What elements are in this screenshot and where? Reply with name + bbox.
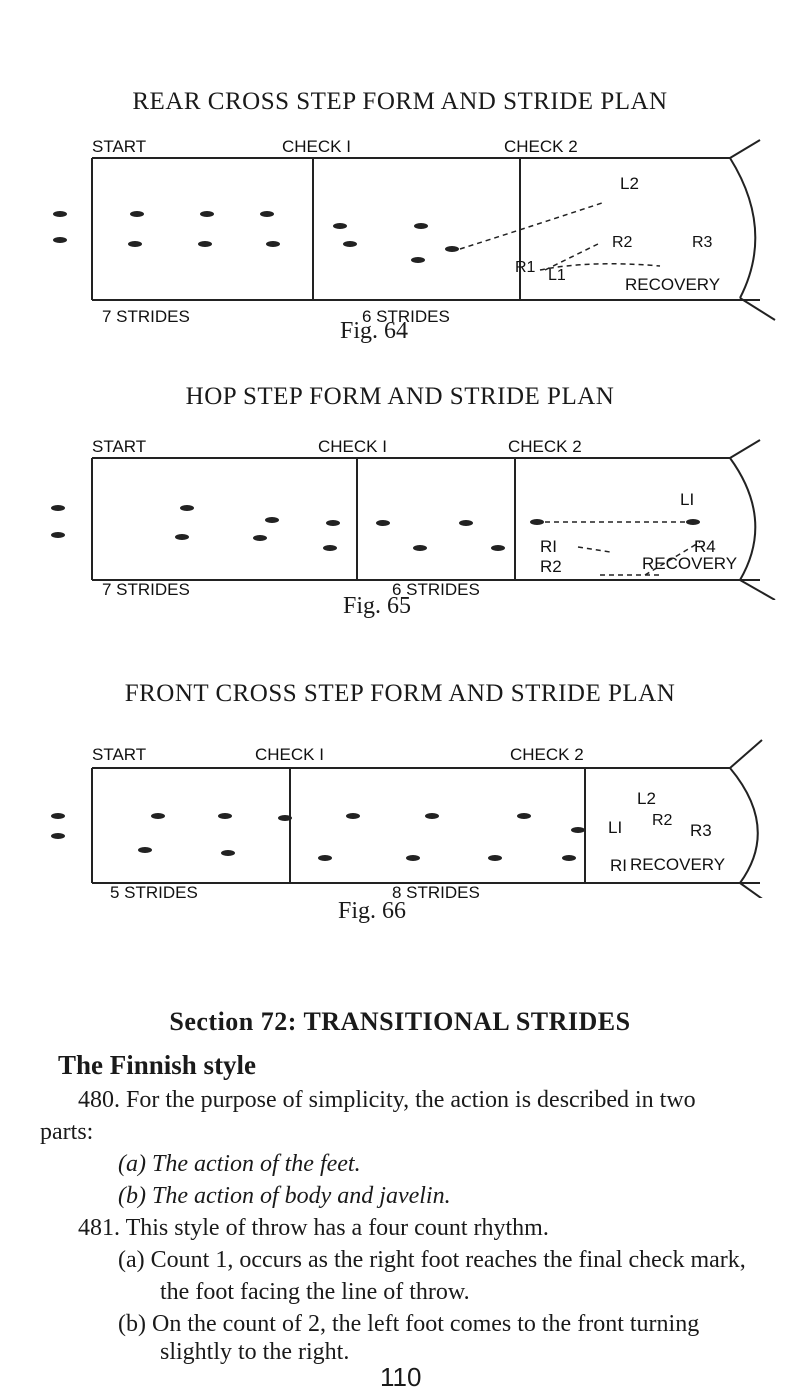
paragraph-481a: (a) Count 1, occurs as the right foot reaches the final check mark, — [118, 1247, 746, 1273]
fig66-foot-l1: LI — [608, 818, 623, 837]
fig65-foot-l1: LI — [680, 490, 695, 509]
paragraph-481b-cont: slightly to the right. — [160, 1339, 350, 1365]
paragraph-480: 480. For the purpose of simplicity, the action is described in two — [78, 1087, 696, 1113]
paragraph-480a: (a) The action of the feet. — [118, 1151, 361, 1177]
fig66-foot-l2: L2 — [637, 789, 656, 808]
fig65-foot-r4: R4 — [694, 537, 716, 556]
paragraph-480b: (b) The action of body and javelin. — [118, 1183, 451, 1209]
fig66-check1-label: CHECK I — [255, 745, 324, 764]
section-subheading: The Finnish style — [58, 1050, 257, 1080]
fig64-strides-a: 7 STRIDES — [102, 307, 190, 326]
fig65-strides-a: 7 STRIDES — [102, 580, 190, 599]
paragraph-481b: (b) On the count of 2, the left foot comes to the front turning — [118, 1311, 700, 1337]
fig64-foot-r2: R2 — [612, 234, 633, 251]
fig64-diagram — [0, 130, 800, 330]
fig66-recovery-label: RECOVERY — [630, 855, 726, 874]
fig64-heading: REAR CROSS STEP FORM AND STRIDE PLAN — [132, 88, 668, 115]
fig65-foot-r1: RI — [540, 537, 557, 556]
fig64-foot-l2: L2 — [620, 174, 639, 193]
page-number: 110 — [380, 1362, 422, 1392]
fig66-foot-r2: R2 — [652, 812, 673, 829]
fig64-check2-label: CHECK 2 — [504, 137, 578, 156]
fig64-caption: Fig. 64 — [340, 318, 409, 344]
fig65-check1-label: CHECK I — [318, 437, 387, 456]
fig66-foot-r3: R3 — [690, 821, 712, 840]
fig66-heading: FRONT CROSS STEP FORM AND STRIDE PLAN — [124, 680, 676, 707]
fig64-footprints — [53, 211, 459, 263]
fig66-diagram — [0, 728, 800, 898]
fig65-caption: Fig. 65 — [343, 593, 412, 619]
fig65-diagram — [0, 430, 800, 600]
paragraph-480-cont: parts: — [40, 1119, 94, 1145]
fig65-check2-label: CHECK 2 — [508, 437, 582, 456]
fig65-foot-r2: R2 — [540, 557, 562, 576]
fig66-caption: Fig. 66 — [338, 898, 407, 924]
fig65-heading: HOP STEP FORM AND STRIDE PLAN — [185, 383, 615, 410]
fig64-recovery-label: RECOVERY — [625, 275, 721, 294]
section-title: Section 72: TRANSITIONAL STRIDES — [169, 1007, 631, 1036]
fig64-start-label: START — [92, 137, 147, 156]
fig66-footprints — [51, 813, 585, 861]
fig65-strides-b: 6 STRIDES — [392, 580, 480, 599]
fig64-foot-l1: L1 — [548, 267, 566, 284]
fig64-foot-r1: R1 — [515, 259, 536, 276]
fig64-foot-r3: R3 — [692, 234, 713, 251]
paragraph-481: 481. This style of throw has a four count rhythm. — [78, 1215, 549, 1241]
fig64-strides-b: 6 STRIDES — [362, 307, 450, 326]
fig65-footprints — [51, 505, 700, 551]
fig66-strides-b: 8 STRIDES — [392, 883, 480, 898]
fig65-recovery-label: RECOVERY — [642, 554, 738, 573]
fig66-check2-label: CHECK 2 — [510, 745, 584, 764]
fig64-check1-label: CHECK I — [282, 137, 351, 156]
fig66-foot-r1: RI — [610, 856, 627, 875]
paragraph-481a-cont: the foot facing the line of throw. — [160, 1279, 470, 1305]
fig66-strides-a: 5 STRIDES — [110, 883, 198, 898]
fig66-start-label: START — [92, 745, 147, 764]
fig65-start-label: START — [92, 437, 147, 456]
